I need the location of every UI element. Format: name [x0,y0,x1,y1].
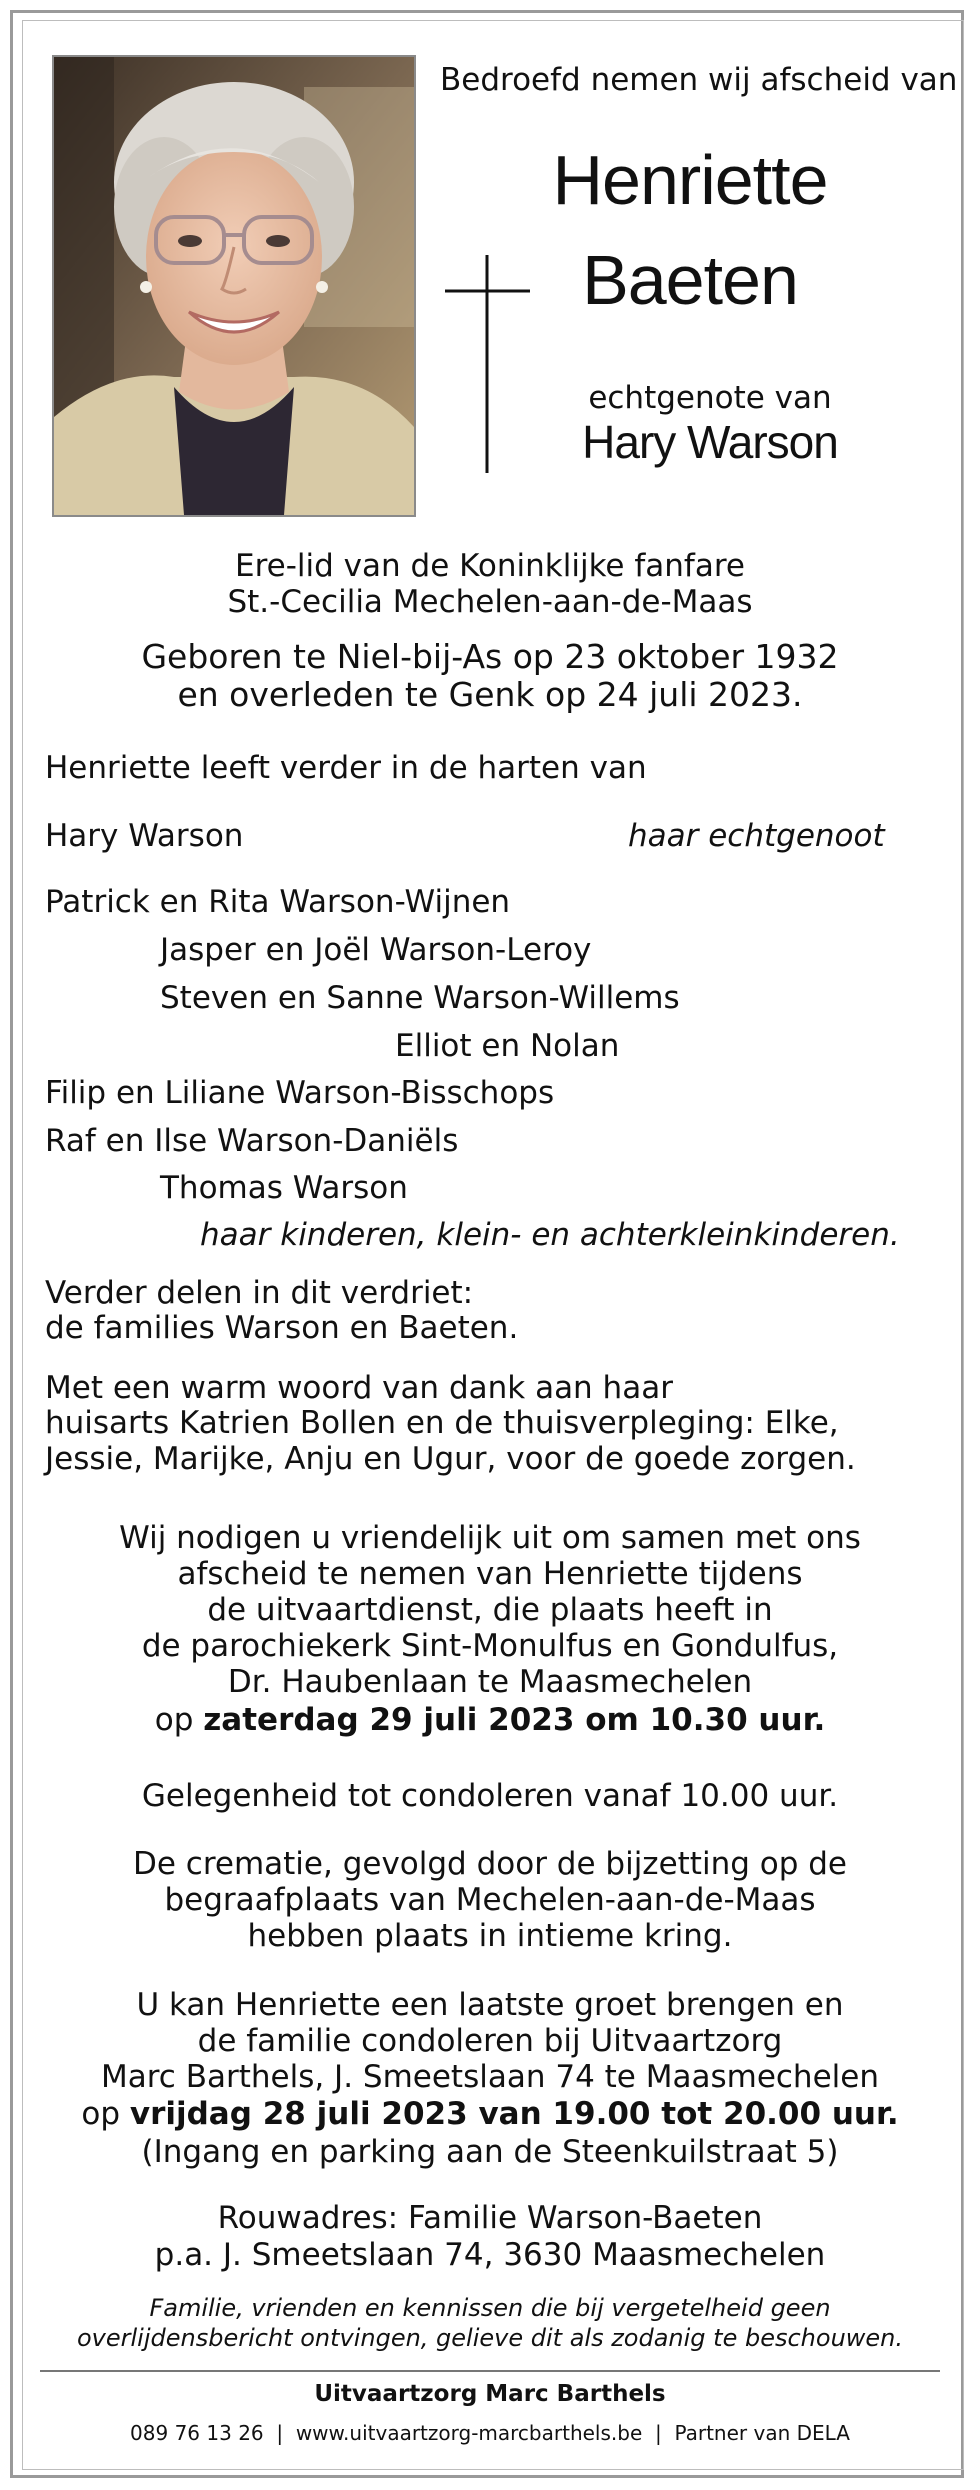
cremation-line-3: hebben plaats in intieme kring. [247,1918,733,1954]
visit-line-1: U kan Henriette een laatste groet brengen en [136,1987,844,2023]
thanks-line-2: huisarts Katrien Bollen en de thuisverpleging: Elke, [45,1405,839,1441]
family-member: Filip en Liliane Warson-Bisschops [45,1075,555,1111]
family-members-role: haar kinderen, klein- en achterkleinkinderen. [200,1217,900,1253]
service-line-2: afscheid te nemen van Henriette tijdens [177,1556,803,1592]
footer-phone: 089 76 13 26 [130,2421,264,2445]
born-line: Geboren te Niel-bij-As op 23 oktober 1932 [141,637,839,676]
visit-date: vrijdag 28 juli 2023 van 19.00 tot 20.00 uur. [129,2096,899,2132]
deceased-last-name: Baeten [582,241,798,319]
spouse-label: echtgenote van [588,380,832,416]
intro-line: Bedroefd nemen wij afscheid van [440,62,958,98]
service-date-line [30,1702,950,1738]
visit-line-3: Marc Barthels, J. Smeetslaan 74 te Maasmechelen [101,2059,879,2095]
notice-line-2: overlijdensbericht ontvingen, gelieve dit als zodanig te beschouwen. [76,2324,904,2352]
footer-website[interactable]: www.uitvaartzorg-marcbarthels.be [295,2421,643,2445]
footer-contact [30,2420,950,2446]
address-line-2: p.a. J. Smeetslaan 74, 3630 Maasmechelen [154,2237,826,2273]
visit-parking: (Ingang en parking aan de Steenkuilstraat 5) [141,2134,839,2170]
honor-line-1: Ere-lid van de Koninklijke fanfare [235,548,745,584]
thanks-line-1: Met een warm woord van dank aan haar [45,1370,673,1406]
service-line-5: Dr. Haubenlaan te Maasmechelen [227,1664,753,1700]
died-line: en overleden te Genk op 24 juli 2023. [177,675,803,714]
deceased-first-name: Henriette [552,141,828,219]
service-line-3: de uitvaartdienst, die plaats heeft in [207,1592,773,1628]
service-line-4: de parochiekerk Sint-Monulfus en Gondulfus, [141,1628,839,1664]
notice-line-1: Familie, vrienden en kennissen die bij vergetelheid geen [149,2294,831,2322]
service-date: zaterdag 29 juli 2023 om 10.30 uur. [203,1702,826,1738]
footer-separator: | [648,2421,669,2445]
footer-company: Uitvaartzorg Marc Barthels [314,2381,666,2407]
family-spouse-role: haar echtgenoot [628,818,885,854]
family-member: Raf en Ilse Warson-Daniëls [45,1123,459,1159]
thanks-line-3: Jessie, Marijke, Anju en Ugur, voor de goede zorgen. [45,1441,856,1477]
family-member: Thomas Warson [160,1170,408,1206]
visit-date-prefix: op [81,2096,130,2132]
family-member: Steven en Sanne Warson-Willems [160,980,680,1016]
portrait-photo [52,55,416,517]
footer-divider [40,2370,940,2372]
visit-line-2: de familie condoleren bij Uitvaartzorg [197,2023,783,2059]
cremation-line-1: De crematie, gevolgd door de bijzetting op de [132,1846,847,1882]
condolence-line: Gelegenheid tot condoleren vanaf 10.00 uur. [141,1778,839,1814]
service-date-prefix: op [154,1702,204,1738]
visit-date-line [30,2096,950,2132]
honor-line-2: St.-Cecilia Mechelen-aan-de-Maas [227,584,753,620]
family-spouse: Hary Warson [45,818,244,854]
family-member: Patrick en Rita Warson-Wijnen [45,884,511,920]
cremation-line-2: begraafplaats van Mechelen-aan-de-Maas [164,1882,816,1918]
service-line-1: Wij nodigen u vriendelijk uit om samen met ons [119,1520,861,1556]
sharing-line-1: Verder delen in dit verdriet: [45,1275,474,1311]
family-member: Jasper en Joël Warson-Leroy [160,932,592,968]
sharing-line-2: de families Warson en Baeten. [45,1310,519,1346]
address-line-1: Rouwadres: Familie Warson-Baeten [217,2200,763,2236]
spouse-name: Hary Warson [582,416,838,468]
family-member: Elliot en Nolan [395,1028,620,1064]
footer-partner: Partner van DELA [674,2421,850,2445]
footer-separator: | [270,2421,290,2445]
family-intro: Henriette leeft verder in de harten van [45,750,647,786]
